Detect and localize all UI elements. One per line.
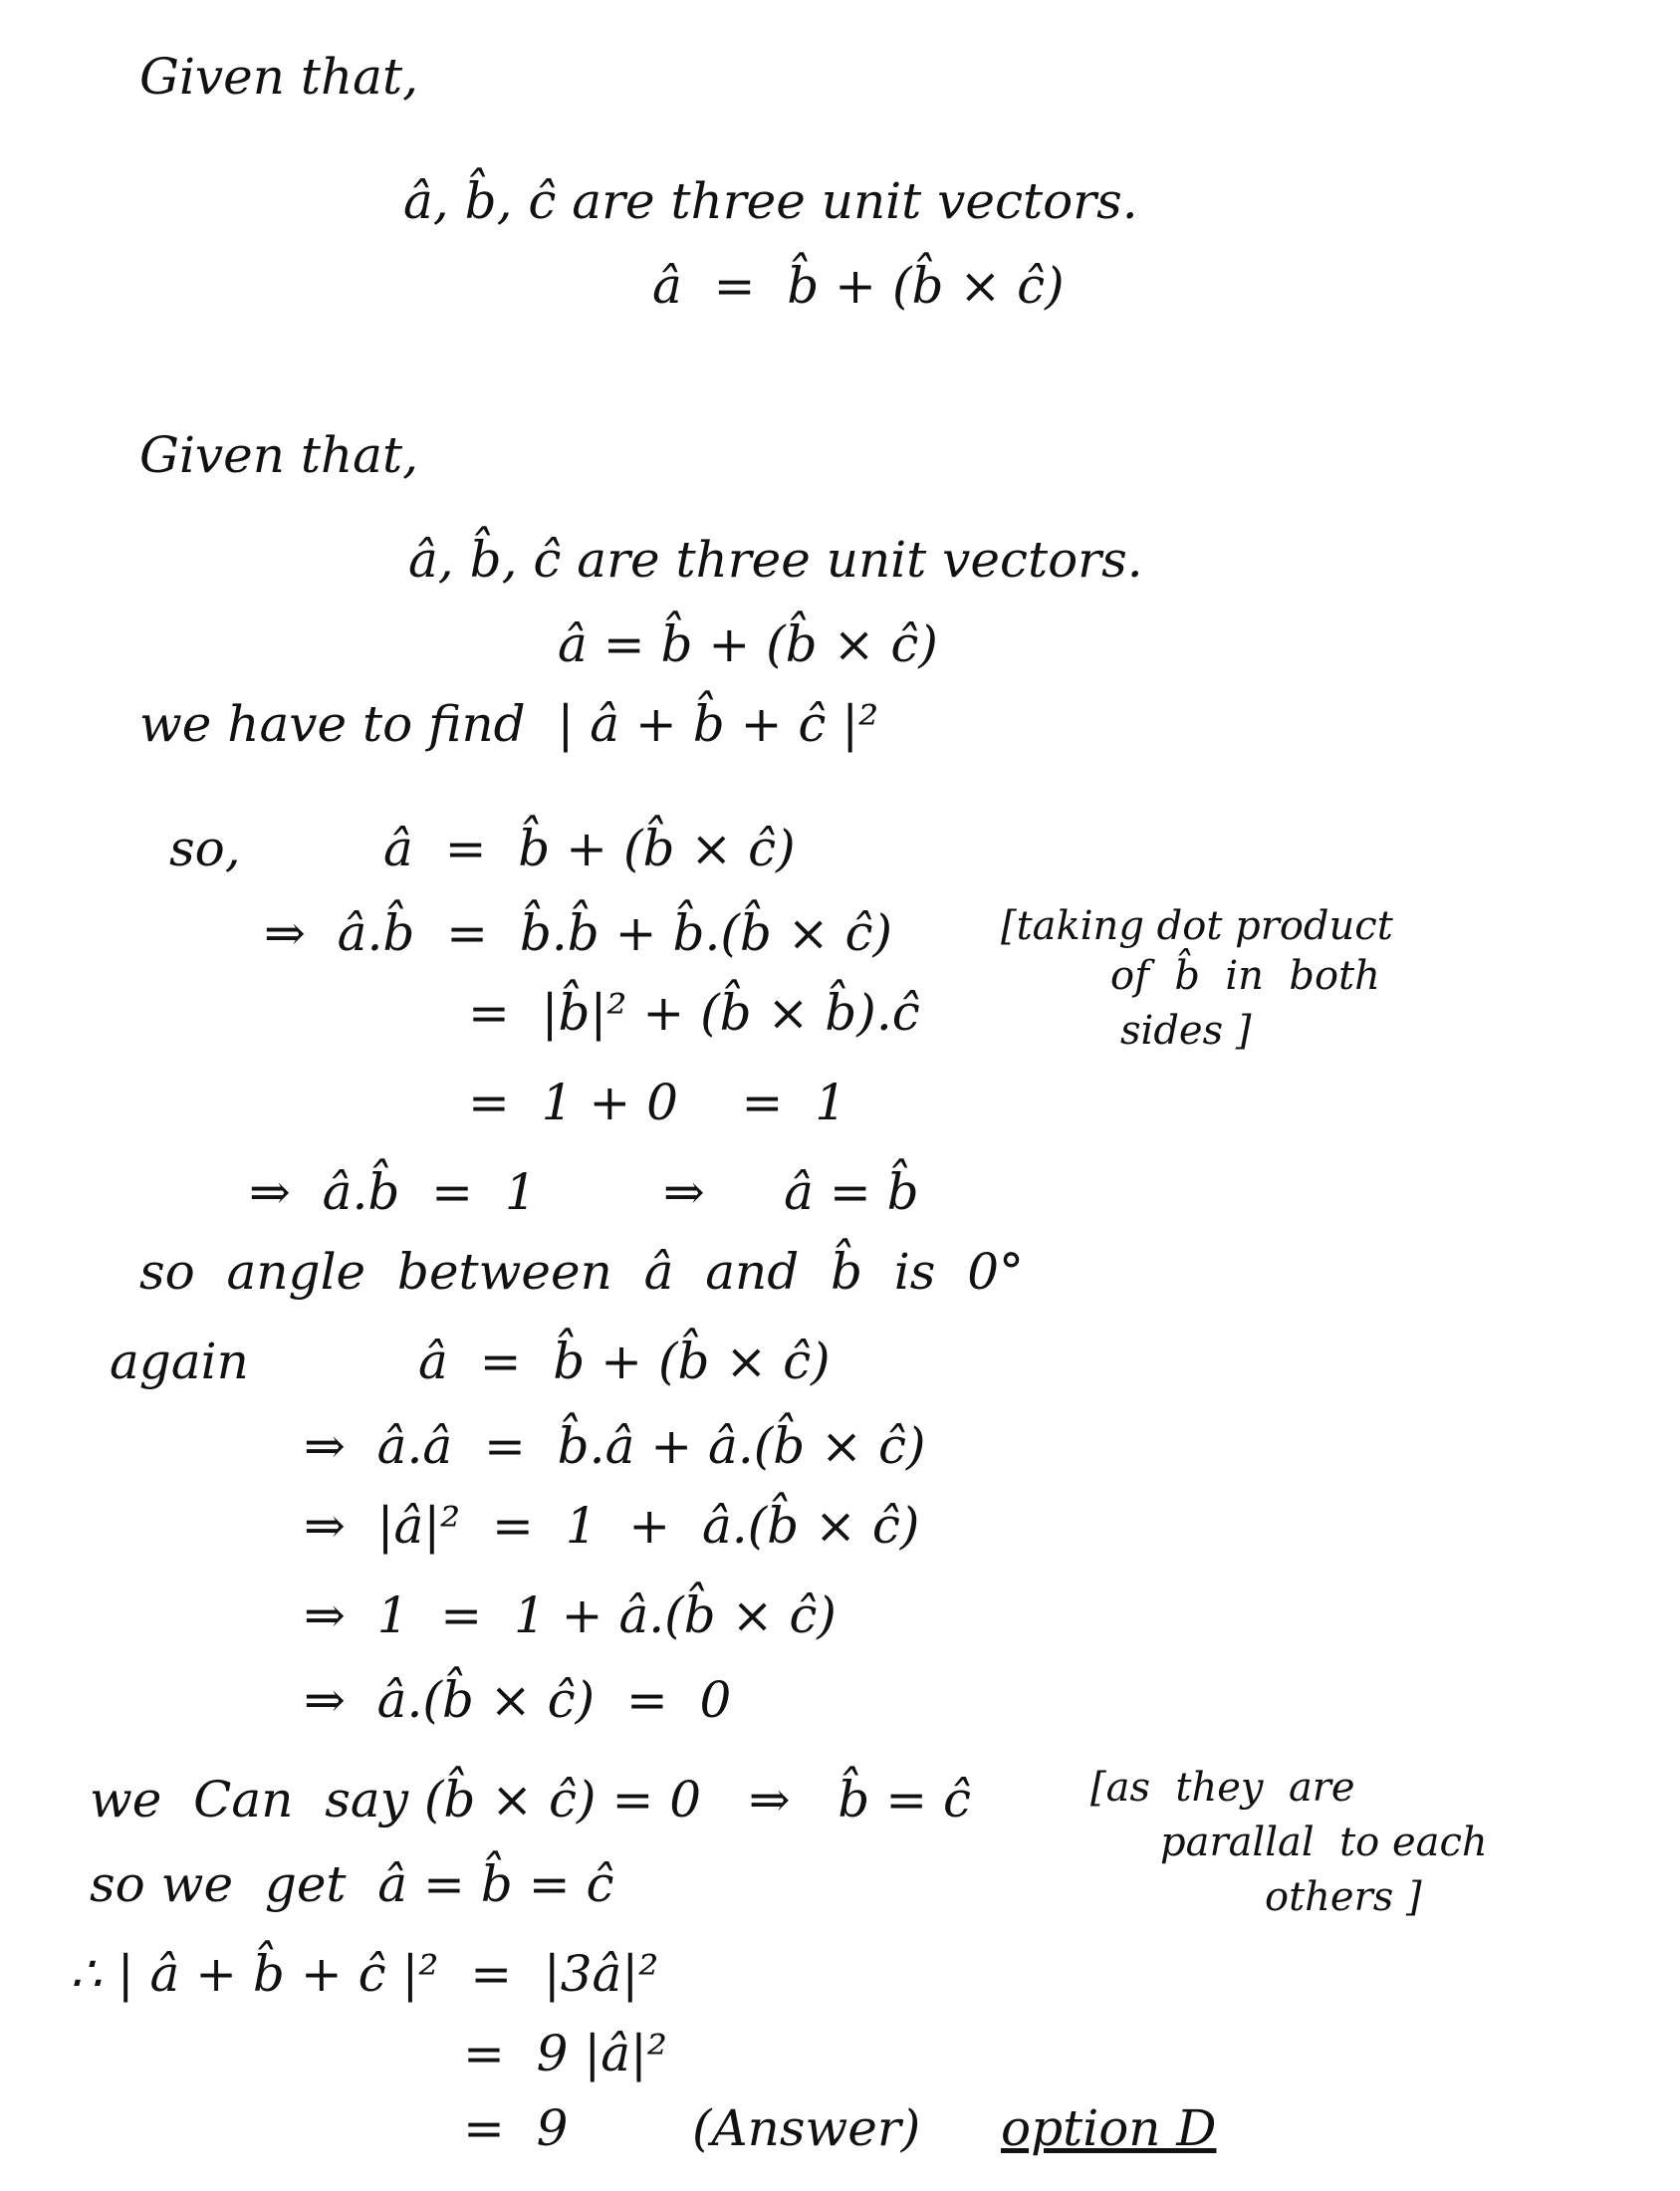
conclusion-note-line1: [as they are <box>1090 1765 1355 1811</box>
section2-heading: Given that, <box>139 426 418 484</box>
conclusion-final3: = 9 <box>463 2099 569 2157</box>
option-answer: option D <box>1001 2099 1217 2157</box>
step1-value: = 1 + 0 = 1 <box>468 1074 847 1131</box>
conclusion-final2: = 9 |â|² <box>463 2025 667 2082</box>
section1-statement: â, b̂, ĉ are three unit vectors. <box>403 172 1138 230</box>
step1-norm: = |b̂|² + (b̂ × b̂).ĉ <box>468 984 920 1042</box>
step2-line3: ⇒ 1 = 1 + â.(b̂ × ĉ) <box>304 1586 837 1644</box>
conclusion-get: so we get â = b̂ = ĉ <box>90 1855 614 1913</box>
section1-heading: Given that, <box>139 48 418 106</box>
conclusion-final1: ∴ | â + b̂ + ĉ |² = |3â|² <box>70 1945 659 2003</box>
step2-line2: ⇒ |â|² = 1 + â.(b̂ × ĉ) <box>304 1497 920 1555</box>
conclusion-note-line2: parallal to each <box>1160 1820 1488 1865</box>
step2-equation: â = b̂ + (b̂ × ĉ) <box>418 1333 831 1390</box>
step1-angle: so angle between â and b̂ is 0° <box>139 1243 1025 1301</box>
step1-result: ⇒ â.b̂ = 1 ⇒ â = b̂ <box>249 1163 919 1221</box>
step2-line4: ⇒ â.(b̂ × ĉ) = 0 <box>304 1671 732 1729</box>
section1-equation: â = b̂ + (b̂ × ĉ) <box>652 257 1065 315</box>
conclusion-say: we Can say (b̂ × ĉ) = 0 ⇒ b̂ = ĉ <box>90 1771 971 1828</box>
again-label: again <box>110 1333 249 1390</box>
step2-line1: ⇒ â.â = b̂.â + â.(b̂ × ĉ) <box>304 1417 926 1475</box>
section2-equation: â = b̂ + (b̂ × ĉ) <box>558 615 938 673</box>
step1-note-line1: [taking dot product <box>1001 903 1393 949</box>
so-label: so, <box>169 820 241 877</box>
step1-equation: â = b̂ + (b̂ × ĉ) <box>383 820 796 877</box>
step1-note-line2: of b̂ in both <box>1110 953 1380 999</box>
step1-dot-product: ⇒ â.b̂ = b̂.b̂ + b̂.(b̂ × ĉ) <box>264 904 893 962</box>
step1-note-line3: sides ] <box>1120 1008 1252 1054</box>
section2-goal: we have to find | â + b̂ + ĉ |² <box>139 695 879 753</box>
conclusion-note-line3: others ] <box>1265 1874 1422 1920</box>
answer-label: (Answer) <box>692 2099 921 2157</box>
section2-statement: â, b̂, ĉ are three unit vectors. <box>408 531 1143 589</box>
